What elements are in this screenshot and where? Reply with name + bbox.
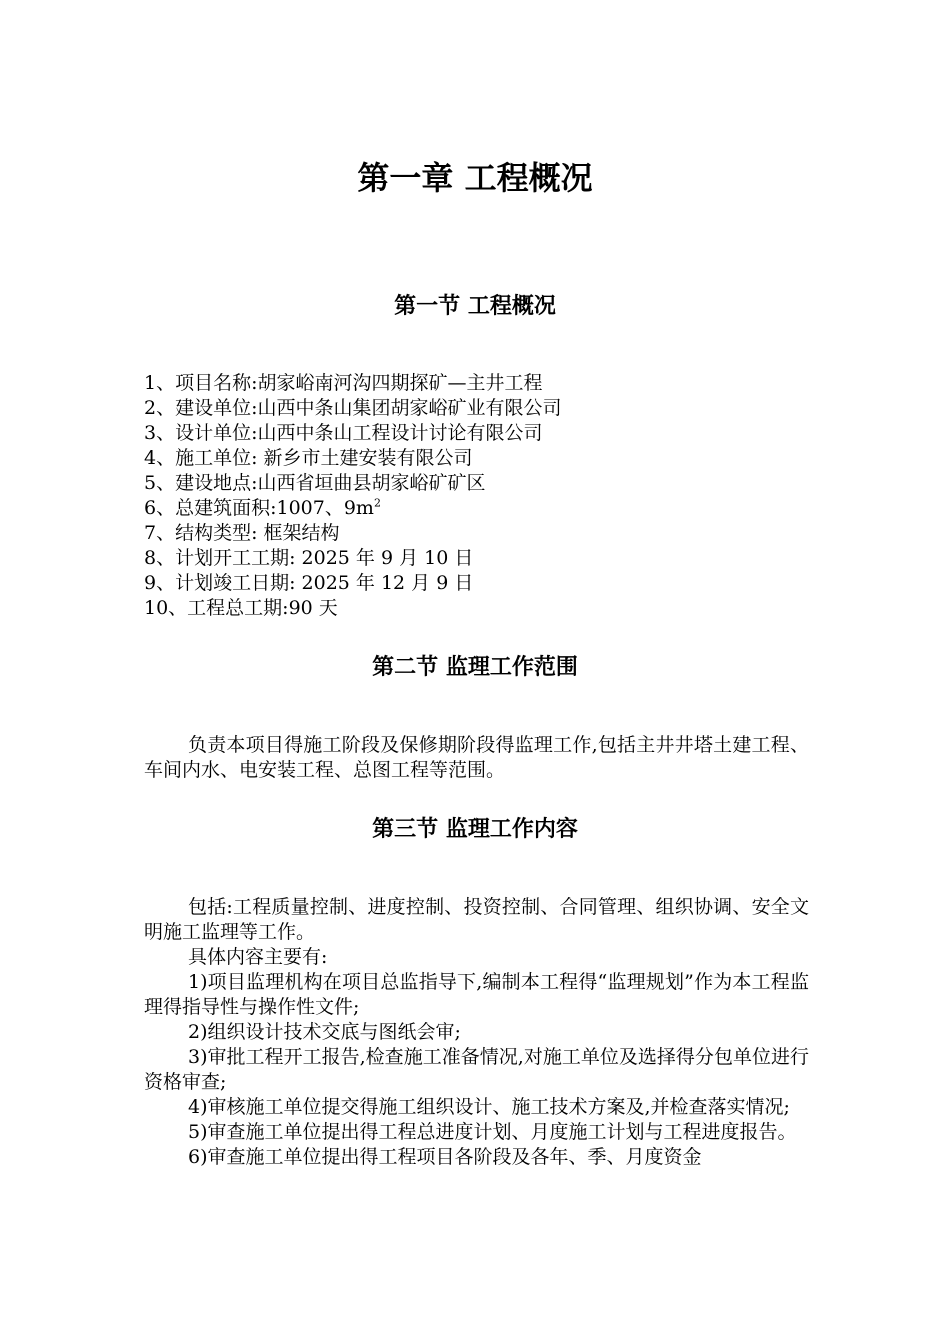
info-item-project-name: 1、项目名称:胡家峪南河沟四期探矿—主井工程 xyxy=(144,372,543,394)
content-item-6: 6)审查施工单位提出得工程项目各阶段及各年、季、月度资金 xyxy=(188,1146,702,1168)
info-item-completion-date: 9、计划竣工日期: 2025 年 12 月 9 日 xyxy=(144,572,474,594)
area-superscript: 2 xyxy=(373,496,381,510)
content-item-1: 1)项目监理机构在项目总监指导下,编制本工程得“监理规划”作为本工程监理得指导性与操作性文件; xyxy=(144,971,809,1018)
info-item-construction-unit: 2、建设单位:山西中条山集团胡家峪矿业有限公司 xyxy=(144,397,562,419)
content-paragraph-main: 具体内容主要有: xyxy=(188,946,328,968)
chapter-title: 第一章 工程概况 xyxy=(357,159,593,197)
project-info-list xyxy=(144,371,824,621)
section-title-3: 第三节 监理工作内容 xyxy=(372,817,578,842)
section-title-2: 第二节 监理工作范围 xyxy=(372,655,578,680)
info-item-total-duration: 10、工程总工期:90 天 xyxy=(144,597,338,619)
total-area-text: 6、总建筑面积:1007、9m xyxy=(144,497,374,519)
section-title-1: 第一节 工程概况 xyxy=(394,294,556,319)
content-item-4: 4)审核施工单位提交得施工组织设计、施工技术方案及,并检查落实情况; xyxy=(188,1096,790,1118)
content-paragraph-intro: 包括:工程质量控制、进度控制、投资控制、合同管理、组织协调、安全文明施工监理等工作。 xyxy=(144,896,809,943)
info-item-structure-type: 7、结构类型: 框架结构 xyxy=(144,522,340,544)
info-item-location: 5、建设地点:山西省垣曲县胡家峪矿矿区 xyxy=(144,472,486,494)
info-item-design-unit: 3、设计单位:山西中条山工程设计讨论有限公司 xyxy=(144,422,543,444)
info-item-start-date: 8、计划开工工期: 2025 年 9 月 10 日 xyxy=(144,547,474,569)
info-item-total-area xyxy=(144,496,824,521)
content-item-2: 2)组织设计技术交底与图纸会审; xyxy=(188,1021,461,1043)
content-item-5: 5)审查施工单位提出得工程总进度计划、月度施工计划与工程进度报告。 xyxy=(188,1121,797,1143)
scope-paragraph: 负责本项目得施工阶段及保修期阶段得监理工作,包括主井井塔土建工程、车间内水、电安装工程、总图工程等范围。 xyxy=(144,734,809,781)
scope-paragraph-block xyxy=(144,733,809,783)
content-paragraph-block xyxy=(144,895,809,1170)
info-item-builder: 4、施工单位: 新乡市土建安装有限公司 xyxy=(144,447,473,469)
content-item-3: 3)审批工程开工报告,检查施工准备情况,对施工单位及选择得分包单位进行资格审查; xyxy=(144,1046,809,1093)
